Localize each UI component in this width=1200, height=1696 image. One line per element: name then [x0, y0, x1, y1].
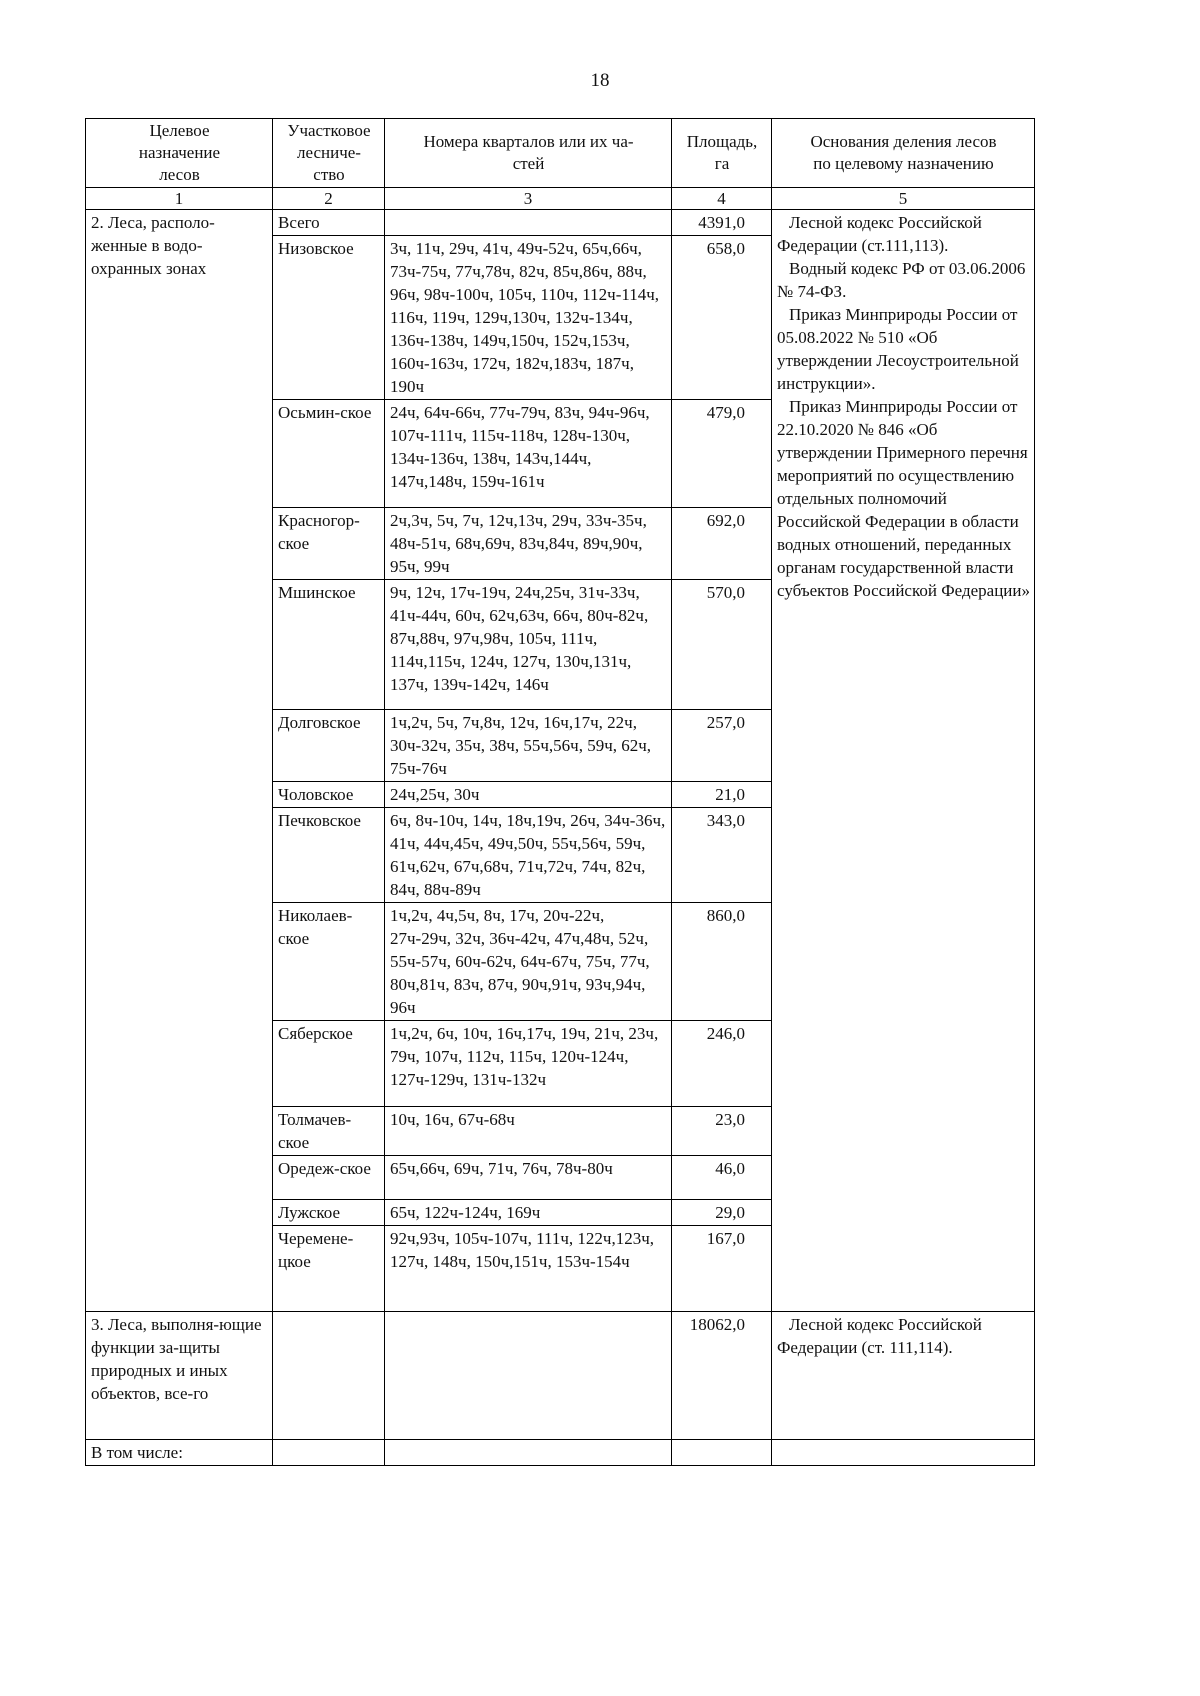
quarter-numbers: 1ч,2ч, 5ч, 7ч,8ч, 12ч, 16ч,17ч, 22ч, 30ч-32ч, 35ч, 38ч, 55ч,56ч, 59ч, 62ч, 75ч-76ч — [385, 710, 672, 782]
header-forestry: Участковое лесниче- ство — [273, 119, 385, 188]
forestry-name: Лужское — [273, 1200, 385, 1226]
quarter-numbers: 1ч,2ч, 4ч,5ч, 8ч, 17ч, 20ч-22ч, 27ч-29ч, 32ч, 36ч-42ч, 47ч,48ч, 52ч, 55ч-57ч, 60ч-62ч, 64ч-67ч, 75ч, 77ч, 80ч,81ч, 83ч, 87ч, 90ч,91ч, 93ч,94ч, 96ч — [385, 903, 672, 1021]
basis-paragraph: Приказ Минприроды России от 05.08.2022 № 510 «Об утверждении Лесоустроительной инструкции». — [777, 305, 1019, 393]
area-value: 21,0 — [672, 782, 772, 808]
forestry-name: Черемене-цкое — [273, 1226, 385, 1312]
page-number: 18 — [590, 70, 610, 91]
area-value: 658,0 — [672, 236, 772, 400]
section3-purpose: 3. Леса, выполня-ющие функции за-щиты природных и иных объектов, все-го — [86, 1312, 273, 1440]
forestry-name: Мшинское — [273, 580, 385, 710]
area-value: 246,0 — [672, 1021, 772, 1107]
header-quarters: Номера кварталов или их ча- стей — [385, 119, 672, 188]
area-value: 29,0 — [672, 1200, 772, 1226]
quarter-numbers: 24ч, 64ч-66ч, 77ч-79ч, 83ч, 94ч-96ч, 107ч-111ч, 115ч-118ч, 128ч-130ч, 134ч-136ч, 138ч, 143ч,144ч, 147ч,148ч, 159ч-161ч — [385, 400, 672, 508]
area-value: 167,0 — [672, 1226, 772, 1312]
section2-total-area: 4391,0 — [672, 210, 772, 236]
empty-cell — [672, 1440, 772, 1466]
forestry-name: Николаев-ское — [273, 903, 385, 1021]
empty-cell — [273, 1440, 385, 1466]
forestry-name: Оредеж-ское — [273, 1156, 385, 1200]
in-that-number-label: В том числе: — [86, 1440, 273, 1466]
column-number: 2 — [273, 188, 385, 210]
table-header-row — [86, 119, 1035, 188]
in-that-number-row — [86, 1440, 1035, 1466]
area-value: 257,0 — [672, 710, 772, 782]
area-value: 46,0 — [672, 1156, 772, 1200]
quarter-numbers: 9ч, 12ч, 17ч-19ч, 24ч,25ч, 31ч-33ч, 41ч-44ч, 60ч, 62ч,63ч, 66ч, 80ч-82ч, 87ч,88ч, 97ч,98ч, 105ч, 111ч, 114ч,115ч, 124ч, 127ч, 130ч,131ч, 137ч, 139ч-142ч, 146ч — [385, 580, 672, 710]
section2-basis — [772, 210, 1035, 1312]
column-number: 5 — [772, 188, 1035, 210]
quarter-numbers: 2ч,3ч, 5ч, 7ч, 12ч,13ч, 29ч, 33ч-35ч, 48ч-51ч, 68ч,69ч, 83ч,84ч, 89ч,90ч, 95ч, 99ч — [385, 508, 672, 580]
forest-purpose-table — [85, 118, 1035, 1466]
quarter-numbers: 24ч,25ч, 30ч — [385, 782, 672, 808]
empty-cell — [385, 1440, 672, 1466]
column-number: 4 — [672, 188, 772, 210]
quarter-numbers: 3ч, 11ч, 29ч, 41ч, 49ч-52ч, 65ч,66ч, 73ч-75ч, 77ч,78ч, 82ч, 85ч,86ч, 88ч, 96ч, 98ч-100ч, 105ч, 110ч, 112ч-114ч, 116ч, 119ч, 129ч,130ч, 132ч-134ч, 136ч-138ч, 149ч,150ч, 152ч,153ч, 160ч-163ч, 172ч, 182ч,183ч, 187ч, 190ч — [385, 236, 672, 400]
forestry-name: Долговское — [273, 710, 385, 782]
basis-paragraph: Приказ Минприроды России от 22.10.2020 № 846 «Об утверждении Примерного перечня мероприятий по осуществлению отдельных полномочий Российской Федерации в области водных отношений, переданных органам государственной власти субъектов Российской Федерации» — [777, 397, 1030, 600]
forestry-name: Печковское — [273, 808, 385, 903]
quarter-numbers: 92ч,93ч, 105ч-107ч, 111ч, 122ч,123ч, 127ч, 148ч, 150ч,151ч, 153ч-154ч — [385, 1226, 672, 1312]
section3-quarters — [385, 1312, 672, 1440]
column-number: 3 — [385, 188, 672, 210]
quarter-numbers: 65ч, 122ч-124ч, 169ч — [385, 1200, 672, 1226]
quarter-numbers: 65ч,66ч, 69ч, 71ч, 76ч, 78ч-80ч — [385, 1156, 672, 1200]
area-value: 23,0 — [672, 1107, 772, 1156]
section2-total-quarters — [385, 210, 672, 236]
header-basis: Основания деления лесов по целевому назначению — [772, 119, 1035, 188]
basis-paragraph: № 74-ФЗ. — [777, 282, 847, 301]
basis-paragraph: Лесной кодекс Российской Федерации (ст.111,113). — [777, 213, 982, 255]
forestry-name: Толмачев-ское — [273, 1107, 385, 1156]
forestry-name: Сяберское — [273, 1021, 385, 1107]
empty-cell — [772, 1440, 1035, 1466]
area-value: 570,0 — [672, 580, 772, 710]
section3-area: 18062,0 — [672, 1312, 772, 1440]
section3-basis: Лесной кодекс Российской Федерации (ст. 111,114). — [772, 1312, 1035, 1440]
section2-purpose: 2. Леса, располо- женные в водо- охранных зонах — [86, 210, 273, 1312]
section2-total-label: Всего — [273, 210, 385, 236]
area-value: 860,0 — [672, 903, 772, 1021]
header-purpose: Целевое назначение лесов — [86, 119, 273, 188]
area-value: 343,0 — [672, 808, 772, 903]
quarter-numbers: 1ч,2ч, 6ч, 10ч, 16ч,17ч, 19ч, 21ч, 23ч, 79ч, 107ч, 112ч, 115ч, 120ч-124ч, 127ч-129ч, 131ч-132ч — [385, 1021, 672, 1107]
forestry-name: Чоловское — [273, 782, 385, 808]
quarter-numbers: 6ч, 8ч-10ч, 14ч, 18ч,19ч, 26ч, 34ч-36ч, 41ч, 44ч,45ч, 49ч,50ч, 55ч,56ч, 59ч, 61ч,62ч, 67ч,68ч, 71ч,72ч, 74ч, 82ч, 84ч, 88ч-89ч — [385, 808, 672, 903]
header-area: Площадь, га — [672, 119, 772, 188]
forestry-name: Низовское — [273, 236, 385, 400]
area-value: 692,0 — [672, 508, 772, 580]
basis-paragraph: Водный кодекс РФ от 03.06.2006 — [789, 259, 1026, 278]
forestry-name: Красногор-ское — [273, 508, 385, 580]
section3-row — [86, 1312, 1035, 1440]
forestry-name: Осьмин-ское — [273, 400, 385, 508]
column-number-row — [86, 188, 1035, 210]
quarter-numbers: 10ч, 16ч, 67ч-68ч — [385, 1107, 672, 1156]
column-number: 1 — [86, 188, 273, 210]
area-value: 479,0 — [672, 400, 772, 508]
section2-total-row — [86, 210, 1035, 236]
section3-forestry — [273, 1312, 385, 1440]
